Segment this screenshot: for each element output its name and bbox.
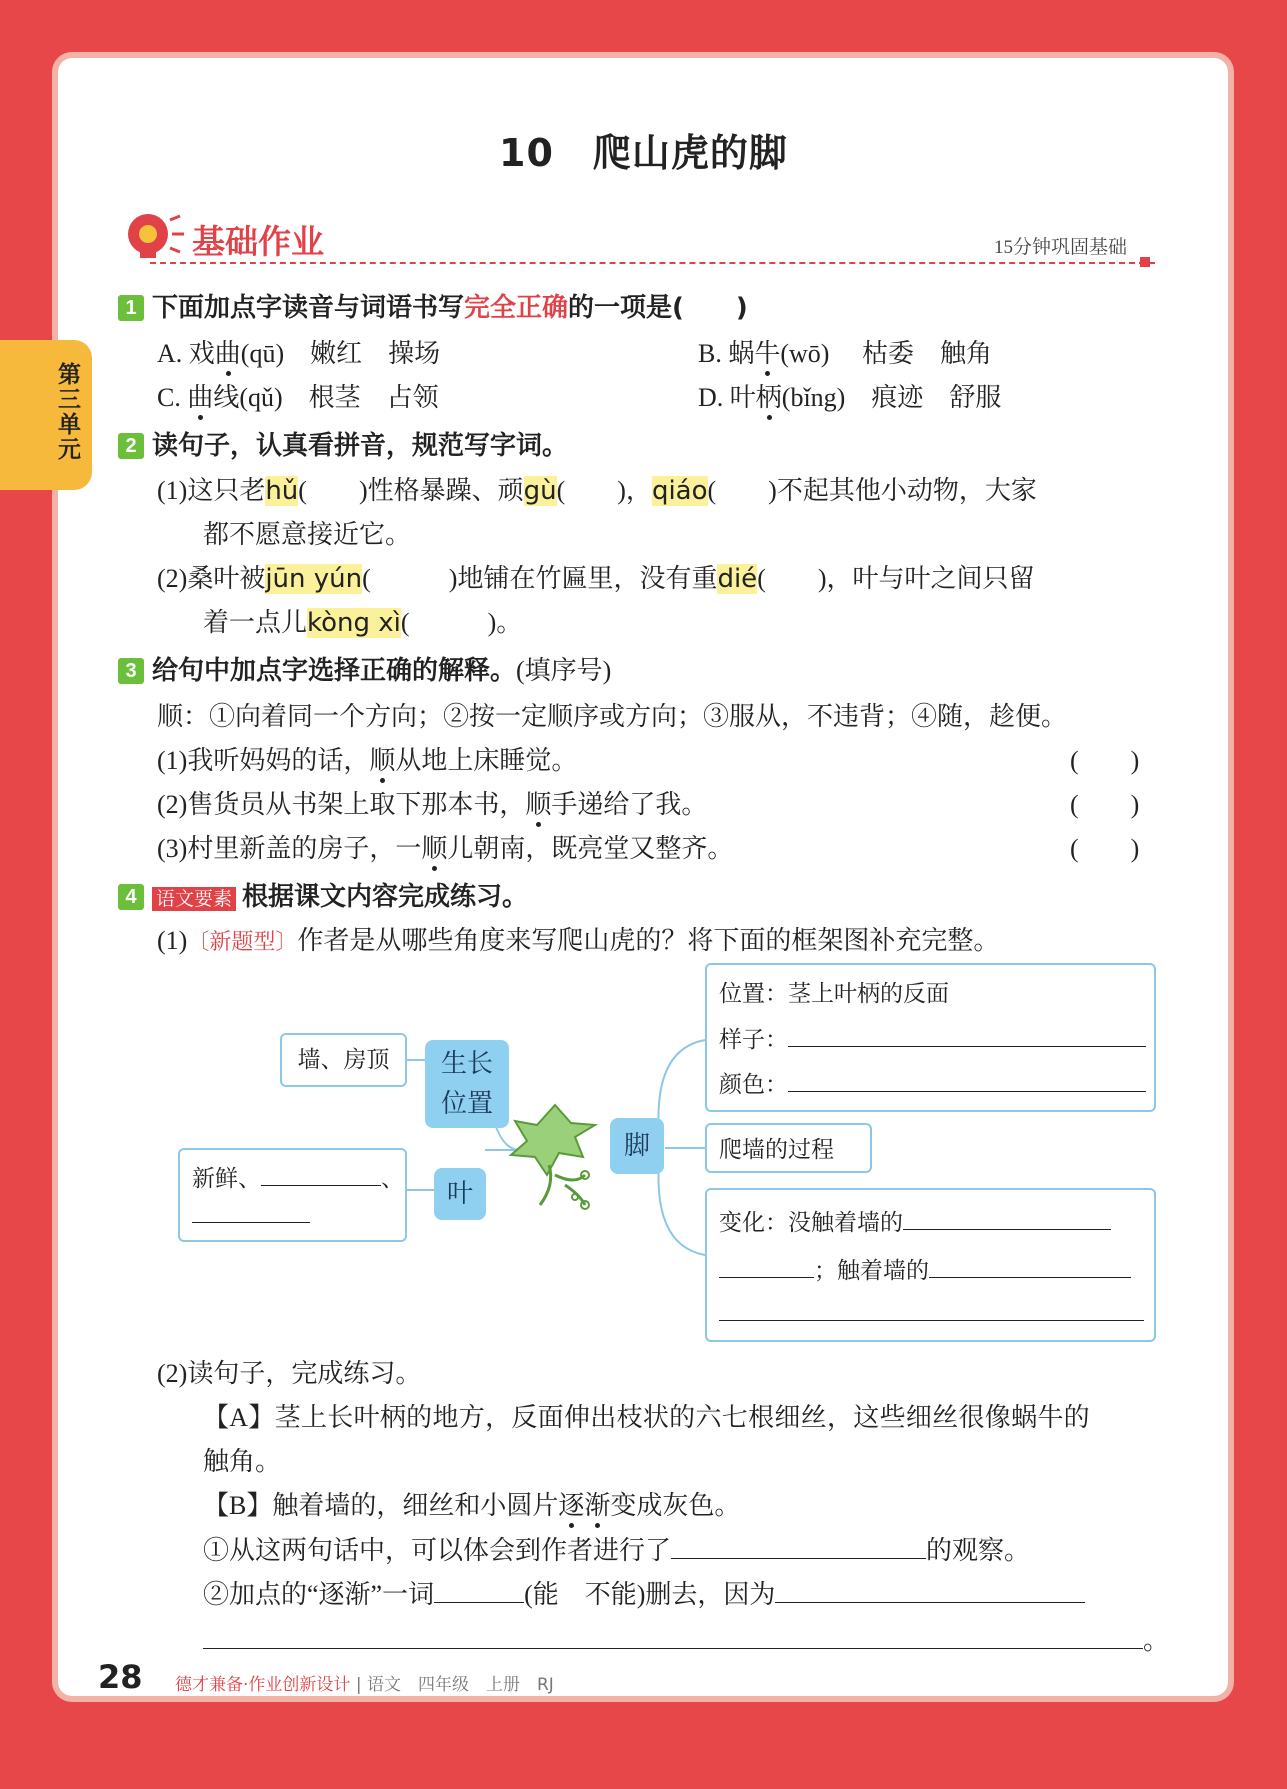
color-blank[interactable] xyxy=(788,1069,1146,1092)
q4-tag: 语文要素 xyxy=(152,887,236,911)
unit-tab: 第三单元 xyxy=(0,340,92,490)
page-number: 28 xyxy=(98,1658,143,1696)
map-node-foot: 脚 xyxy=(610,1118,664,1174)
q4-sub-2-cont: 。 xyxy=(203,1620,1169,1657)
q2-sentence-2[interactable]: (2)桑叶被jūn yún( )地铺在竹匾里，没有重dié( )，叶与叶之间只留 xyxy=(157,564,1035,594)
shape-blank[interactable] xyxy=(788,1024,1146,1047)
q4-stem: 4 语文要素 根据课文内容完成练习。 xyxy=(118,876,528,913)
page-title: 10 爬山虎的脚 xyxy=(499,131,788,175)
change-blank-1[interactable] xyxy=(903,1207,1111,1230)
q3-stem: 3 给句中加点字选择正确的解释。(填序号) xyxy=(118,650,611,687)
q2-stem: 2 读句子，认真看拼音，规范写字词。 xyxy=(118,425,568,462)
map-wall-box: 墙、房顶 xyxy=(280,1033,407,1087)
section-subtitle: 15分钟巩固基础 xyxy=(993,237,1127,258)
q1-option-c[interactable]: C. 曲线(qǔ) 根茎 占领 xyxy=(157,383,439,412)
q4-sub-1: ①从这两句话中，可以体会到作者进行了 的观察。 xyxy=(203,1530,1030,1567)
q1-stem: 1 下面加点字读音与词语书写完全正确的一项是( ) xyxy=(118,287,748,324)
q4-part2: (2)读句子，完成练习。 xyxy=(157,1359,422,1388)
q3-answer-2[interactable]: ( ) xyxy=(1070,790,1140,819)
can-delete-blank[interactable] xyxy=(434,1576,524,1603)
map-leaf-box: 新鲜、 、 xyxy=(178,1148,407,1242)
q3-item-2: (2)售货员从书架上取下那本书，顺手递给了我。 xyxy=(157,790,708,819)
q3-answer-1[interactable]: ( ) xyxy=(1070,746,1140,775)
q3-item-1: (1)我听妈妈的话，顺从地上床睡觉。 xyxy=(157,746,578,775)
reason-blank-1[interactable] xyxy=(775,1576,1085,1603)
q2-sentence-2-cont[interactable]: 着一点儿kòng xì( )。 xyxy=(203,608,523,638)
map-node-growth: 生长 位置 xyxy=(425,1040,509,1128)
q4-part1: (1)〔新题型〕作者是从哪些角度来写爬山虎的？将下面的框架图补充完整。 xyxy=(157,926,1000,955)
section-title: 基础作业 xyxy=(192,222,324,261)
q2-sentence-1[interactable]: (1)这只老hǔ( )性格暴躁、顽gù( )，qiáo( )不起其他小动物，大家 xyxy=(157,476,1037,506)
q1-option-d[interactable]: D. 叶柄(bǐng) 痕迹 舒服 xyxy=(698,383,1002,412)
reason-blank-2[interactable] xyxy=(203,1622,1143,1649)
leaf-blank-2[interactable] xyxy=(192,1198,310,1223)
q1-option-b[interactable]: B. 蜗牛(wō) 枯委 触角 xyxy=(698,339,992,368)
map-foot-box-1: 位置：茎上叶柄的反面 样子： 颜色： xyxy=(705,963,1156,1112)
map-foot-box-2: 变化：没触着墙的 ；触着墙的 xyxy=(705,1188,1156,1342)
footer-text: 德才兼备·作业创新设计 | 语文 四年级 上册 RJ xyxy=(175,1675,554,1695)
q2-sentence-1-cont: 都不愿意接近它。 xyxy=(203,520,412,549)
map-node-leaf: 叶 xyxy=(434,1168,486,1220)
observation-blank[interactable] xyxy=(671,1532,926,1559)
q4-sentence-a-cont: 触角。 xyxy=(203,1447,282,1476)
q3-answer-3[interactable]: ( ) xyxy=(1070,834,1140,863)
q3-item-3: (3)村里新盖的房子，一顺儿朝南，既亮堂又整齐。 xyxy=(157,834,734,863)
q4-sentence-b: 【B】触着墙的，细丝和小圆片逐渐变成灰色。 xyxy=(203,1491,741,1520)
leaf-blank-1[interactable] xyxy=(261,1185,381,1186)
q1-option-a[interactable]: A. 戏曲(qū) 嫩红 操场 xyxy=(157,339,441,368)
q3-definition: 顺：①向着同一个方向；②按一定顺序或方向；③服从，不违背；④随，趁便。 xyxy=(157,702,1068,731)
q1-number: 1 xyxy=(118,295,144,321)
q4-sub-2: ②加点的“逐渐”一词 (能 不能)删去，因为 xyxy=(203,1574,1085,1611)
leaf-icon xyxy=(511,1105,595,1209)
map-climb-box: 爬墙的过程 xyxy=(705,1123,872,1173)
change-blank-2[interactable] xyxy=(719,1255,814,1278)
change-blank-4[interactable] xyxy=(719,1298,1144,1321)
change-blank-3[interactable] xyxy=(929,1255,1131,1278)
q4-sentence-a: 【A】茎上长叶柄的地方，反面伸出枝状的六七根细丝，这些细丝很像蜗牛的 xyxy=(203,1403,1090,1432)
